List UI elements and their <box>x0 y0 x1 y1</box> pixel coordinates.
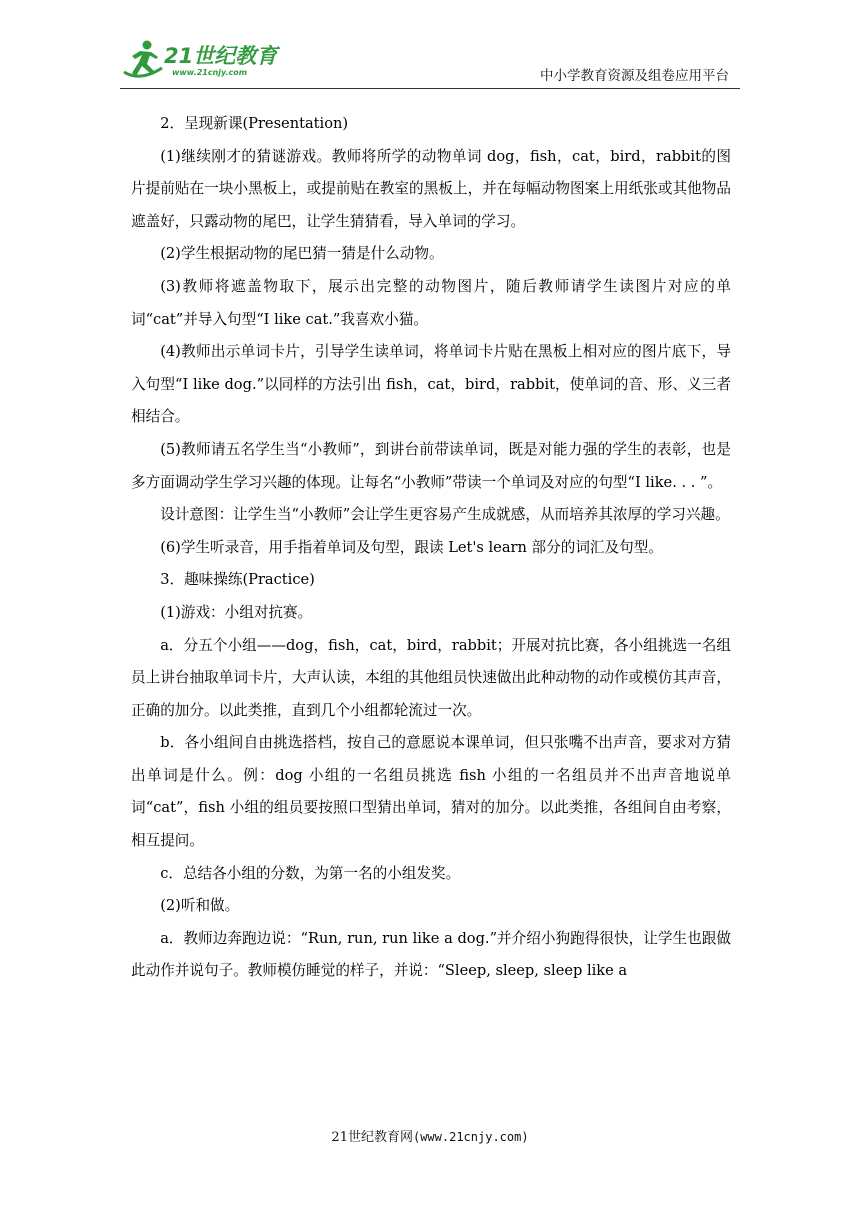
page-footer <box>0 1126 860 1145</box>
paragraph: (2)学生根据动物的尾巴猜一猜是什么动物。 <box>160 245 444 263</box>
paragraph: a．教师边奔跑边说：“Run, run, run like a dog.”并介绍小狗跑得很快，让学生也跟做此动作并说句子。教师模仿睡觉的样子，并说：“Sleep, sleep, sleep like a <box>131 929 731 980</box>
paragraph: (5)教师请五名学生当“小教师”，到讲台前带读单词，既是对能力强的学生的表彰，也是多方面调动学生学习兴趣的体现。让每名“小教师”带读一个单词及对应的句型“I like. . . ”。 <box>131 440 731 491</box>
footer-site-name: 21世纪教育网 <box>331 1130 413 1145</box>
design-intent-paragraph: 设计意图：让学生当“小教师”会让学生更容易产生成就感，从而培养其浓厚的学习兴趣。 <box>160 506 730 524</box>
logo-url-text: www.21cnjy.com <box>172 68 248 77</box>
paragraph: (1)游戏：小组对抗赛。 <box>160 603 313 621</box>
site-logo[interactable] <box>120 38 290 82</box>
page-header <box>0 0 860 96</box>
header-divider <box>120 88 740 89</box>
paragraph: (3)教师将遮盖物取下，展示出完整的动物图片，随后教师请学生读图片对应的单词“cat”并导入句型“I like cat.”我喜欢小猫。 <box>131 277 731 328</box>
running-person-icon <box>120 38 166 82</box>
paragraph: b．各小组间自由挑选搭档，按自己的意愿说本课单词，但只张嘴不出声音，要求对方猜出单词是什么。例：dog 小组的一名组员挑选 fish 小组的一名组员并不出声音地说单词“cat”，fish 小组的组员要按照口型猜出单词，猜对的加分。以此类推，各组间自由考察，相互提问。 <box>131 734 731 850</box>
paragraph: (4)教师出示单词卡片，引导学生读单词，将单词卡片贴在黑板上相对应的图片底下，导入句型“I like dog.”以同样的方法引出 fish，cat，bird，rabbit，使单词的音、形、义三者相结合。 <box>131 343 731 426</box>
paragraph: (1)继续刚才的猜谜游戏。教师将所学的动物单词 dog，fish，cat，bird，rabbit的图片提前贴在一块小黑板上，或提前贴在教室的黑板上，并在每幅动物图案上用纸张或其他物品遮盖好，只露动物的尾巴，让学生猜猜看，导入单词的学习。 <box>131 147 731 230</box>
platform-name: 中小学教育资源及组卷应用平台 <box>540 68 729 84</box>
document-body <box>131 108 731 988</box>
section-heading: 3．趣味操练(Practice) <box>160 571 315 589</box>
paragraph: (6)学生听录音，用手指着单词及句型，跟读 Let's learn 部分的词汇及句型。 <box>160 538 663 556</box>
paragraph: (2)听和做。 <box>160 897 240 915</box>
footer-url[interactable]: (www.21cnjy.com) <box>412 1130 529 1144</box>
section-heading: 2．呈现新课(Presentation) <box>160 115 349 132</box>
paragraph: c．总结各小组的分数，为第一名的小组发奖。 <box>160 864 461 882</box>
logo-brand-text: 21世纪教育 <box>164 44 278 68</box>
paragraph: a．分五个小组——dog，fish，cat，bird，rabbit；开展对抗比赛，各小组挑选一名组员上讲台抽取单词卡片，大声认读，本组的其他组员快速做出此种动物的动作或模仿其声音，正确的加分。以此类推，直到几个小组都轮流过一次。 <box>131 636 731 719</box>
